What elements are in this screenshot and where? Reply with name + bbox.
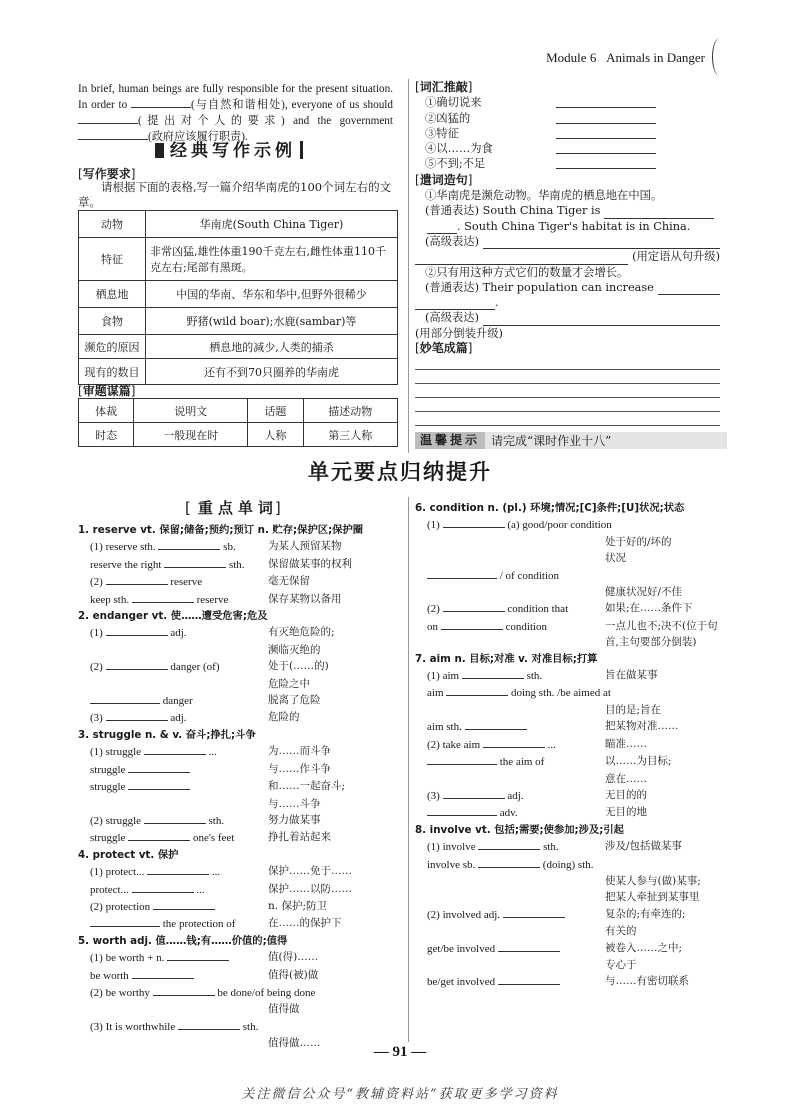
blank[interactable]: [158, 538, 220, 550]
word-heading: 6. condition n. (pl.) 环境;情况;[C]条件;[U]状况;状态: [415, 502, 685, 514]
blank[interactable]: [128, 761, 190, 773]
list-item: danger 脱离了危险: [78, 692, 403, 709]
list-item: (2) protection n. 保护;防卫: [90, 899, 327, 913]
section-title: 经典写作示例: [155, 136, 303, 161]
blank[interactable]: [153, 898, 215, 910]
info-table: [78, 210, 398, 385]
intro-hint-2: (提出对个人的要求) and the: [138, 115, 332, 127]
blank[interactable]: [427, 567, 497, 579]
blank[interactable]: [441, 618, 503, 630]
list-item: 意在……: [605, 772, 647, 785]
blank[interactable]: [443, 600, 505, 612]
upgrade-note: (用部分倒装升级): [415, 326, 503, 340]
footer-note: 关注微信公众号“教辅资料站”获取更多学习资料: [241, 1087, 559, 1102]
vocab-tag: [ 词汇推敲 ]: [415, 80, 720, 95]
blank[interactable]: [106, 658, 168, 670]
blank[interactable]: [147, 863, 209, 875]
blank[interactable]: [443, 516, 505, 528]
intro-hint-1: (与自然和谐相处),: [191, 99, 288, 111]
list-item: on condition 一点儿也不;决不(位于句首,主句要部分倒装): [427, 619, 718, 649]
writing-line[interactable]: [415, 370, 720, 384]
list-item: (2) be worthy be done/of being done: [78, 984, 403, 1001]
list-item: 把某人牵扯到某事里: [605, 891, 700, 904]
table-row: 特征 非常凶猛,雄性体重190千克左右,雌性体重110千克左右;尾部有黑斑。: [79, 238, 398, 281]
blank[interactable]: [427, 221, 457, 234]
list-item: (3) adj. 无目的的: [427, 788, 647, 802]
list-item: keep sth. reserve 保存某物以备用: [90, 592, 342, 606]
list-item: protect... ... 保护……以防……: [90, 882, 352, 896]
left-word-list: [78, 522, 403, 1052]
sentence-tag: [ 遣词造句 ]: [415, 173, 720, 188]
page-header: [546, 50, 705, 66]
word-heading: 2. endanger vt. 使……遭受危害;危及: [78, 610, 268, 623]
column-divider: [408, 79, 409, 453]
writing-line[interactable]: [415, 412, 720, 426]
analysis-tag: [ 审题谋篇 ]: [78, 382, 135, 399]
blank[interactable]: [78, 113, 138, 124]
list-item: get/be involved 被卷入……之中;: [427, 941, 683, 955]
blank[interactable]: [106, 624, 168, 636]
list-item: 处于好的/坏的: [605, 535, 672, 548]
blank[interactable]: [556, 126, 656, 139]
blank[interactable]: [483, 236, 720, 249]
list-item: (2) danger (of) 处于(……的): [90, 660, 329, 674]
blank[interactable]: [427, 753, 497, 765]
blank[interactable]: [415, 297, 495, 310]
blank[interactable]: [427, 804, 497, 816]
blank[interactable]: [132, 881, 194, 893]
sentence-2: ②只有用这种方式它们的数量才会增长。: [425, 265, 629, 279]
table-row: 现有的数目 还有不到70只圈养的华南虎: [79, 359, 398, 385]
writing-line[interactable]: [415, 356, 720, 370]
word-heading: 7. aim n. 目标;对准 v. 对准目标;打算: [415, 652, 598, 665]
blank[interactable]: [90, 692, 160, 704]
list-item: struggle 和……一起奋斗;: [90, 780, 346, 794]
list-item: ②凶猛的: [415, 111, 720, 126]
intro-text-1: In brief, human beings are fully responsible for the present situation. In order to: [78, 83, 393, 111]
blank[interactable]: [556, 141, 656, 154]
list-item: adv. 无目的地: [415, 804, 730, 821]
blank[interactable]: [465, 718, 527, 730]
blank[interactable]: [153, 984, 215, 996]
blank[interactable]: [556, 111, 656, 124]
blank[interactable]: [178, 1018, 240, 1030]
analysis-table: [78, 398, 398, 447]
list-item: aim doing sth. /be aimed at: [415, 684, 730, 701]
page-number: — 91 —: [373, 1044, 427, 1060]
list-item: 濒临灭绝的: [268, 643, 321, 656]
intro-text-3: government: [339, 115, 394, 127]
list-item: the aim of 以……为目标;: [415, 753, 730, 770]
list-item: struggle 与……作斗争: [90, 762, 331, 776]
list-item: 健康状况好/不佳: [605, 586, 683, 599]
list-item: reserve the right sth. 保留做某事的权利: [90, 557, 352, 571]
blank[interactable]: [446, 684, 508, 696]
blank[interactable]: [658, 282, 720, 295]
word-heading: 5. worth adj. 值……钱;有……价值的;值得: [78, 934, 288, 947]
table-row: 栖息地 中国的华南、华东和华中,但野外很稀少: [79, 281, 398, 308]
list-item: (1) be worth + n. 值(得)……: [90, 951, 319, 965]
list-item: (2) involved adj. 复杂的;有牵连的;: [427, 907, 686, 921]
essay-tag: [ 妙笔成篇 ]: [415, 341, 720, 356]
blank[interactable]: [478, 856, 540, 868]
vocab-section: [ 词汇推敲 ] ①确切说来 ②凶猛的 ③特征 ④以……为食 ⑤不到;不足 [ 遣词造句 ] ①华南虎是濒危动物。华南虎的栖息地在中国。 (普通表达) South China Tiger is . South China Tiger's habitat is in China. (高级表达) (用定语从句升级) ②只有用这种方式它们的数量才会增长。 (普通表达) Their population can increase . (高级表达) (用部分倒装升级) [ 妙笔成篇 ]: [415, 80, 720, 426]
title-bar-icon: [300, 141, 303, 159]
list-item: 状况: [605, 552, 626, 565]
list-item: ①确切说来: [415, 95, 720, 110]
list-item: 专心于: [605, 958, 637, 971]
writing-line[interactable]: [415, 384, 720, 398]
blank[interactable]: [144, 743, 206, 755]
list-item: aim sth. 把某物对准……: [427, 720, 679, 734]
blank[interactable]: [498, 973, 560, 985]
list-item: struggle one's feet 挣扎着站起来: [90, 831, 331, 845]
list-item: 危险之中: [268, 677, 310, 690]
blank[interactable]: [144, 812, 206, 824]
list-item: (2) struggle sth. 努力做某事: [90, 813, 321, 827]
intro-hint-3: (政府应该履行职责).: [148, 131, 248, 143]
list-item: / of condition: [415, 567, 730, 584]
table-row: 濒危的原因 栖息地的减少,人类的捕杀: [79, 335, 398, 359]
list-item: 与……斗争: [268, 797, 321, 810]
list-item: (2) reserve 毫无保留: [90, 575, 310, 589]
writing-requirement: 请根据下面的表格,写一篇介绍华南虎的100个词左右的文章。: [78, 180, 392, 209]
list-item: (2) take aim ... 瞄准……: [427, 737, 647, 751]
writing-line[interactable]: [415, 398, 720, 412]
blank[interactable]: [462, 667, 524, 679]
list-item: (1) reserve sth. sb. 为某人预留某物: [90, 540, 342, 554]
writing-tag: [ 写作要求 ]: [78, 165, 135, 182]
header-decoration: [712, 38, 727, 76]
word-heading: 3. struggle n. & v. 奋斗;挣扎;斗争: [78, 728, 256, 741]
word-heading: 1. reserve vt. 保留;储备;预约;预订 n. 贮存;保护区;保护圈: [78, 524, 364, 536]
word-heading: 4. protect vt. 保护: [78, 848, 179, 861]
blank[interactable]: [167, 949, 229, 961]
blank[interactable]: [132, 967, 194, 979]
module-title: Animals in Danger: [606, 50, 705, 65]
table-row: 食物 野猪(wild boar);水鹿(sambar)等: [79, 308, 398, 335]
intro-text-2: everyone of us should: [291, 99, 393, 111]
blank[interactable]: [131, 97, 191, 108]
tip-text: 请完成“课时作业十八”: [491, 434, 612, 448]
blank[interactable]: [90, 915, 160, 927]
blank[interactable]: [604, 206, 714, 219]
blank[interactable]: [483, 313, 720, 326]
list-item: (1) struggle ... 为……而斗争: [90, 745, 331, 759]
blank[interactable]: [78, 129, 148, 140]
blank[interactable]: [164, 556, 226, 568]
tip-bar: [415, 432, 727, 449]
blank[interactable]: [503, 906, 565, 918]
blank[interactable]: [443, 787, 505, 799]
table-row: 时态 一般现在时 人称 第三人称: [79, 423, 398, 447]
module-label: Module 6: [546, 50, 597, 65]
list-item: (1) (a) good/poor condition: [415, 516, 730, 533]
blank[interactable]: [415, 252, 628, 265]
list-item: (1) protect... ... 保护……免于……: [90, 865, 352, 879]
blank[interactable]: [106, 573, 168, 585]
blank[interactable]: [556, 95, 656, 108]
right-word-list: [415, 500, 730, 991]
list-item: ④以……为食: [415, 141, 720, 156]
blank[interactable]: [128, 778, 190, 790]
list-item: (1) adj. 有灭绝危险的;: [90, 626, 335, 640]
sentence-1: ①华南虎是濒危动物。华南虎的栖息地在中国。: [425, 189, 663, 203]
list-item: 使某人参与(做)某事;: [605, 874, 701, 887]
table-row: 动物 华南虎(South China Tiger): [79, 211, 398, 238]
word-heading: 8. involve vt. 包括;需要;使参加;涉及;引起: [415, 823, 624, 836]
list-item: involve sb. (doing) sth.: [415, 856, 730, 873]
title-marker-icon: [155, 143, 164, 158]
tip-label: 温馨提示: [415, 432, 485, 449]
unit-title: 单元要点归纳提升: [308, 460, 492, 484]
blank[interactable]: [483, 736, 545, 748]
list-item: 有关的: [605, 925, 637, 938]
blank[interactable]: [556, 156, 656, 169]
blank[interactable]: [106, 709, 168, 721]
list-item: be worth 值得(被)做: [90, 968, 319, 982]
blank[interactable]: [132, 591, 194, 603]
list-item: 值得做: [268, 1003, 300, 1016]
key-words-title: [ 重点单词 ]: [185, 497, 286, 518]
list-item: (2) condition that 如果;在……条件下: [427, 602, 693, 616]
list-item: 目的是;旨在: [605, 703, 662, 716]
table-row: 体裁 说明文 话题 描述动物: [79, 399, 398, 423]
blank[interactable]: [128, 829, 190, 841]
list-item: ⑤不到;不足: [415, 156, 720, 171]
list-item: ③特征: [415, 126, 720, 141]
list-item: 值得做……: [268, 1037, 321, 1050]
list-item: the protection of 在……的保护下: [78, 915, 403, 932]
list-item: (1) involve sth. 涉及/包括做某事: [427, 840, 683, 854]
list-item: (3) It is worthwhile sth.: [78, 1018, 403, 1035]
column-divider: [408, 497, 409, 1042]
blank[interactable]: [478, 838, 540, 850]
list-item: (1) aim sth. 旨在做某事: [427, 669, 658, 683]
blank[interactable]: [498, 940, 560, 952]
list-item: be/get involved 与……有密切联系: [427, 975, 689, 989]
list-item: (3) adj. 危险的: [90, 711, 300, 725]
